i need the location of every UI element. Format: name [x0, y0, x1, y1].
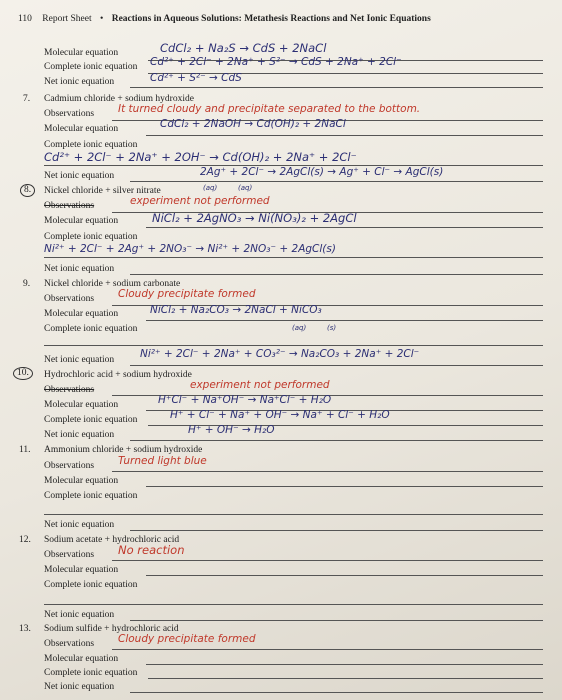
q12-observations-label: Observations — [44, 550, 95, 560]
q9-complete-label: Complete ionic equation — [44, 324, 138, 334]
q13-observations-answer: Cloudy precipitate formed — [118, 633, 256, 645]
q7-number: 7. — [23, 94, 31, 104]
q7-title: Cadmium chloride + sodium hydroxide — [44, 94, 194, 104]
q9-molecular-answer: NiCl₂ + Na₂CO₃ → 2NaCl + NiCO₃ — [150, 304, 322, 316]
q9-number: 9. — [23, 279, 31, 289]
q7-net-answer: 2Ag⁺ + 2Cl⁻ → 2AgCl(s) → Ag⁺ + Cl⁻ → AgCl(s) — [200, 166, 444, 178]
q9-net-line — [130, 365, 543, 366]
top-net-answer: Cd²⁺ + S²⁻ → CdS — [150, 72, 242, 84]
q9-molecular-label: Molecular equation — [44, 309, 119, 319]
q9-s-note: (s) — [327, 324, 337, 332]
q13-molecular-line — [146, 664, 543, 665]
q9-net-label: Net ionic equation — [44, 355, 115, 365]
q13-net-label: Net ionic equation — [44, 682, 115, 692]
q12-net-line — [130, 620, 543, 621]
q11-molecular-label: Molecular equation — [44, 476, 119, 486]
page-header — [18, 14, 548, 24]
q8-net-label: Net ionic equation — [44, 264, 115, 274]
q8-molecular-line — [146, 227, 543, 228]
q8-title: Nickel chloride + silver nitrate — [44, 186, 161, 196]
q10-complete-label: Complete ionic equation — [44, 415, 138, 425]
top-net-label: Net ionic equation — [44, 77, 115, 87]
q9-molecular-line — [146, 320, 543, 321]
q8-number — [20, 184, 35, 197]
q10-net-answer: H⁺ + OH⁻ → H₂O — [188, 424, 275, 436]
q12-complete-line — [44, 604, 543, 605]
q8-observations-answer: experiment not performed — [130, 195, 270, 207]
q13-title: Sodium sulfide + hydrochloric acid — [44, 624, 179, 634]
q10-molecular-answer: H⁺Cl⁻ + Na⁺OH⁻ → Na⁺Cl⁻ + H₂O — [158, 394, 332, 406]
q10-observations-answer: experiment not performed — [190, 379, 330, 391]
q7-aq-note-2: (aq) — [238, 184, 253, 192]
q7-complete-answer: Cd²⁺ + 2Cl⁻ + 2Na⁺ + 2OH⁻ → Cd(OH)₂ + 2Na⁺ + 2Cl⁻ — [44, 150, 357, 164]
q13-molecular-label: Molecular equation — [44, 654, 119, 664]
q7-observations-answer: It turned cloudy and precipitate separated to the bottom. — [118, 103, 421, 115]
q10-complete-answer: H⁺ + Cl⁻ + Na⁺ + OH⁻ → Na⁺ + Cl⁻ + H₂O — [170, 409, 390, 421]
q13-number: 13. — [19, 624, 31, 634]
q11-complete-label: Complete ionic equation — [44, 491, 138, 501]
q13-net-line — [130, 692, 543, 693]
report-sheet-label: Report Sheet — [42, 14, 92, 24]
q10-observations-label: Observations — [44, 385, 95, 395]
q7-molecular-label: Molecular equation — [44, 124, 119, 134]
q11-observations-line — [112, 471, 543, 472]
q8-net-line — [130, 274, 543, 275]
q10-number — [13, 367, 33, 380]
q13-observations-line — [112, 649, 543, 650]
q10-net-label: Net ionic equation — [44, 430, 115, 440]
q8-molecular-answer: NiCl₂ + 2AgNO₃ → Ni(NO₃)₂ + 2AgCl — [152, 211, 357, 225]
q12-number: 12. — [19, 535, 31, 545]
q13-observations-label: Observations — [44, 639, 95, 649]
q7-molecular-answer: CdCl₂ + 2NaOH → Cd(OH)₂ + 2NaCl — [160, 118, 346, 130]
q11-net-line — [130, 530, 543, 531]
page-title: Reactions in Aqueous Solutions: Metathesis Reactions and Net Ionic Equations — [111, 14, 431, 24]
q7-aq-note-1: (aq) — [203, 184, 218, 192]
header-bullet: • — [100, 14, 104, 24]
q7-net-label: Net ionic equation — [44, 171, 115, 181]
q10-molecular-label: Molecular equation — [44, 400, 119, 410]
q12-observations-answer: No reaction — [118, 543, 185, 557]
q9-observations-label: Observations — [44, 294, 95, 304]
q9-title: Nickel chloride + sodium carbonate — [44, 279, 181, 289]
q7-molecular-line — [146, 135, 543, 136]
q13-complete-label: Complete ionic equation — [44, 668, 138, 678]
q7-net-line — [130, 181, 543, 182]
q11-molecular-line — [146, 486, 543, 487]
q11-complete-line — [44, 514, 543, 515]
q10-title: Hydrochloric acid + sodium hydroxide — [44, 370, 192, 380]
q8-circled-number: 8. — [20, 184, 35, 197]
q13-complete-line — [148, 678, 543, 679]
q12-molecular-label: Molecular equation — [44, 565, 119, 575]
q10-net-line — [130, 440, 543, 441]
q12-complete-label: Complete ionic equation — [44, 580, 138, 590]
q10-circled-number: 10. — [13, 367, 33, 380]
q9-observations-answer: Cloudy precipitate formed — [118, 288, 256, 300]
top-molecular-answer: CdCl₂ + Na₂S → CdS + 2NaCl — [160, 41, 327, 55]
q11-net-label: Net ionic equation — [44, 520, 115, 530]
q9-net-answer: Ni²⁺ + 2Cl⁻ + 2Na⁺ + CO₃²⁻ → Na₂CO₃ + 2Na⁺ + 2Cl⁻ — [140, 348, 420, 360]
q12-molecular-line — [146, 575, 543, 576]
q9-aq-note: (aq) — [292, 324, 307, 332]
q11-number: 11. — [19, 445, 31, 455]
q8-complete-answer: Ni²⁺ + 2Cl⁻ + 2Ag⁺ + 2NO₃⁻ → Ni²⁺ + 2NO₃⁻ + 2AgCl(s) — [44, 243, 336, 255]
q11-title: Ammonium chloride + sodium hydroxide — [44, 445, 203, 455]
page-number: 110 — [18, 14, 32, 24]
q8-molecular-label: Molecular equation — [44, 216, 119, 226]
q8-complete-label: Complete ionic equation — [44, 232, 138, 242]
q8-complete-line — [44, 257, 543, 258]
q7-complete-label: Complete ionic equation — [44, 140, 138, 150]
top-net-line — [130, 87, 543, 88]
top-molecular-label: Molecular equation — [44, 48, 119, 58]
q12-net-label: Net ionic equation — [44, 610, 115, 620]
q7-observations-label: Observations — [44, 109, 95, 119]
q8-observations-label: Observations — [44, 201, 95, 211]
q11-observations-label: Observations — [44, 461, 95, 471]
q12-title: Sodium acetate + hydrochloric acid — [44, 535, 180, 545]
q11-observations-answer: Turned light blue — [118, 455, 207, 467]
top-complete-label: Complete ionic equation — [44, 62, 138, 72]
q9-complete-line — [44, 345, 543, 346]
top-complete-answer: Cd²⁺ + 2Cl⁻ + 2Na⁺ + S²⁻ → CdS + 2Na⁺ + 2Cl⁻ — [150, 56, 402, 68]
q12-observations-line — [112, 560, 543, 561]
